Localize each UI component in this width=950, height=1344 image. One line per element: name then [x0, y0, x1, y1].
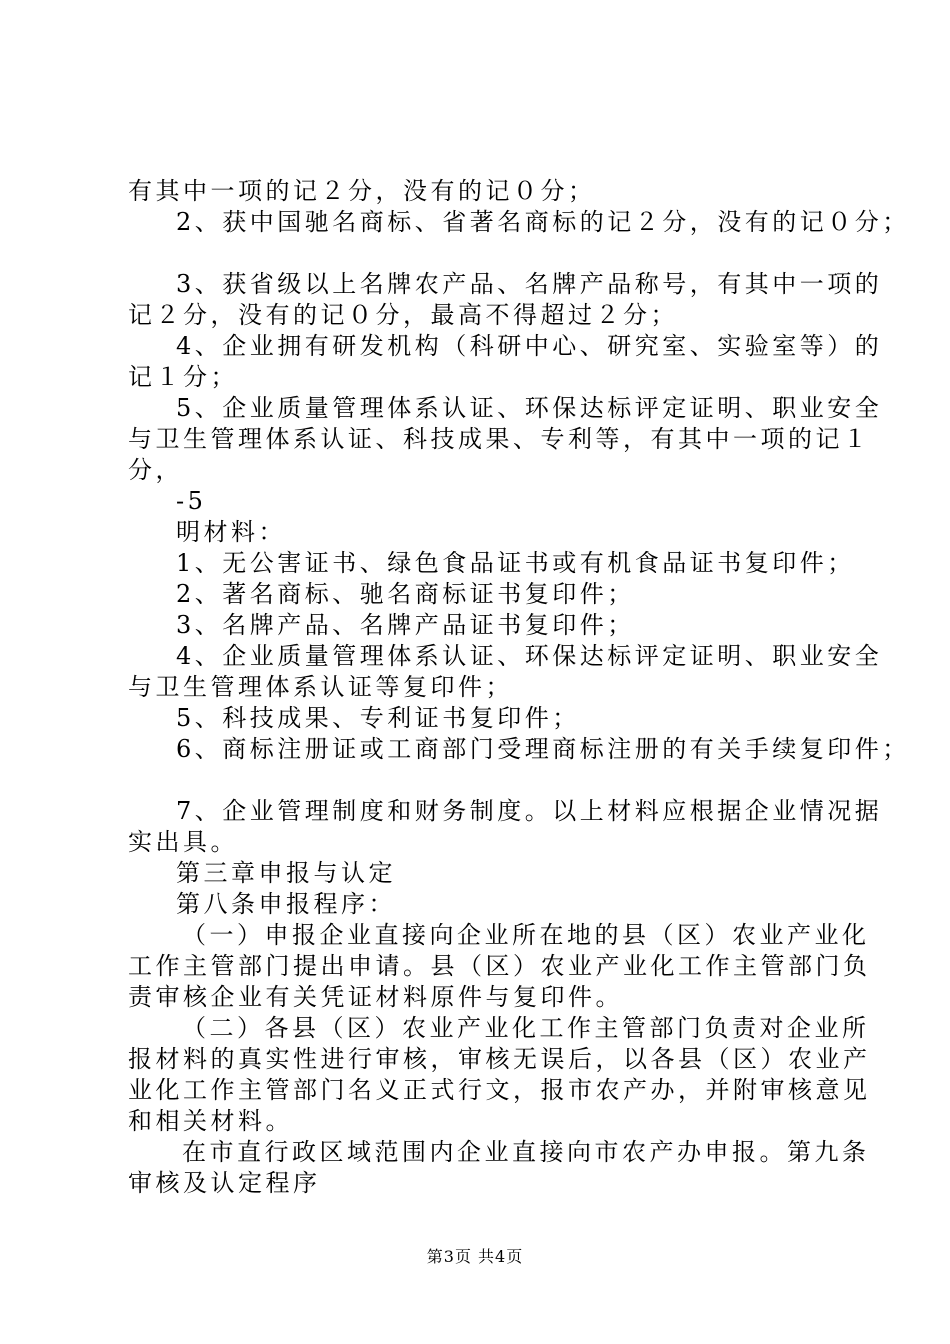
text-line: 6、商标注册证或工商部门受理商标注册的有关手续复印件；: [176, 735, 910, 763]
text-line: 实出具。: [128, 828, 238, 856]
document-body: [128, 176, 910, 1199]
text-line: 在市直行政区域范围内企业直接向市农产办申报。第九条: [182, 1138, 870, 1166]
text-line: 5、企业质量管理体系认证、环保达标评定证明、职业安全: [176, 394, 883, 422]
text-line: 记１分；: [128, 363, 238, 391]
page-footer: 第3页 共4页: [426, 1247, 524, 1266]
text-line: 工作主管部门提出申请。县（区）农业产业化工作主管部门负: [128, 952, 871, 980]
text-line: 记２分，没有的记０分，最高不得超过２分；: [128, 301, 678, 329]
text-line: 3、名牌产品、名牌产品证书复印件；: [176, 611, 635, 639]
text-line: 有其中一项的记２分，没有的记０分；: [128, 177, 596, 205]
text-line: 与卫生管理体系认证、科技成果、专利等，有其中一项的记１: [128, 425, 871, 453]
article-heading: 第八条申报程序：: [176, 890, 396, 918]
text-line: 4、企业拥有研发机构（科研中心、研究室、实验室等）的: [176, 332, 883, 360]
text-line: 4、企业质量管理体系认证、环保达标评定证明、职业安全: [176, 642, 883, 670]
paragraph-gap: [128, 765, 838, 796]
text-line: （一）申报企业直接向企业所在地的县（区）农业产业化: [182, 921, 870, 949]
text-line: 分，: [128, 456, 183, 484]
text-line: 3、获省级以上名牌农产品、名牌产品称号，有其中一项的: [176, 270, 883, 298]
text-line: （二）各县（区）农业产业化工作主管部门负责对企业所: [182, 1014, 870, 1042]
text-line: 与卫生管理体系认证等复印件；: [128, 673, 513, 701]
text-line: 2、获中国驰名商标、省著名商标的记２分，没有的记０分；: [176, 208, 910, 236]
text-line: 7、企业管理制度和财务制度。以上材料应根据企业情况据: [176, 797, 883, 825]
text-line: 审核及认定程序: [128, 1169, 321, 1197]
paragraph-gap: [128, 238, 838, 269]
text-line: 业化工作主管部门名义正式行文，报市农产办，并附审核意见: [128, 1076, 871, 1104]
text-line: 1、无公害证书、绿色食品证书或有机食品证书复印件；: [176, 549, 855, 577]
chapter-heading: 第三章申报与认定: [176, 859, 396, 887]
text-line: 明材料：: [176, 518, 286, 546]
text-line: 报材料的真实性进行审核，审核无误后，以各县（区）农业产: [128, 1045, 871, 1073]
text-line: -5: [176, 487, 207, 515]
text-line: 和相关材料。: [128, 1107, 293, 1135]
text-line: 责审核企业有关凭证材料原件与复印件。: [128, 983, 623, 1011]
text-line: 2、著名商标、驰名商标证书复印件；: [176, 580, 635, 608]
text-line: 5、科技成果、专利证书复印件；: [176, 704, 580, 732]
